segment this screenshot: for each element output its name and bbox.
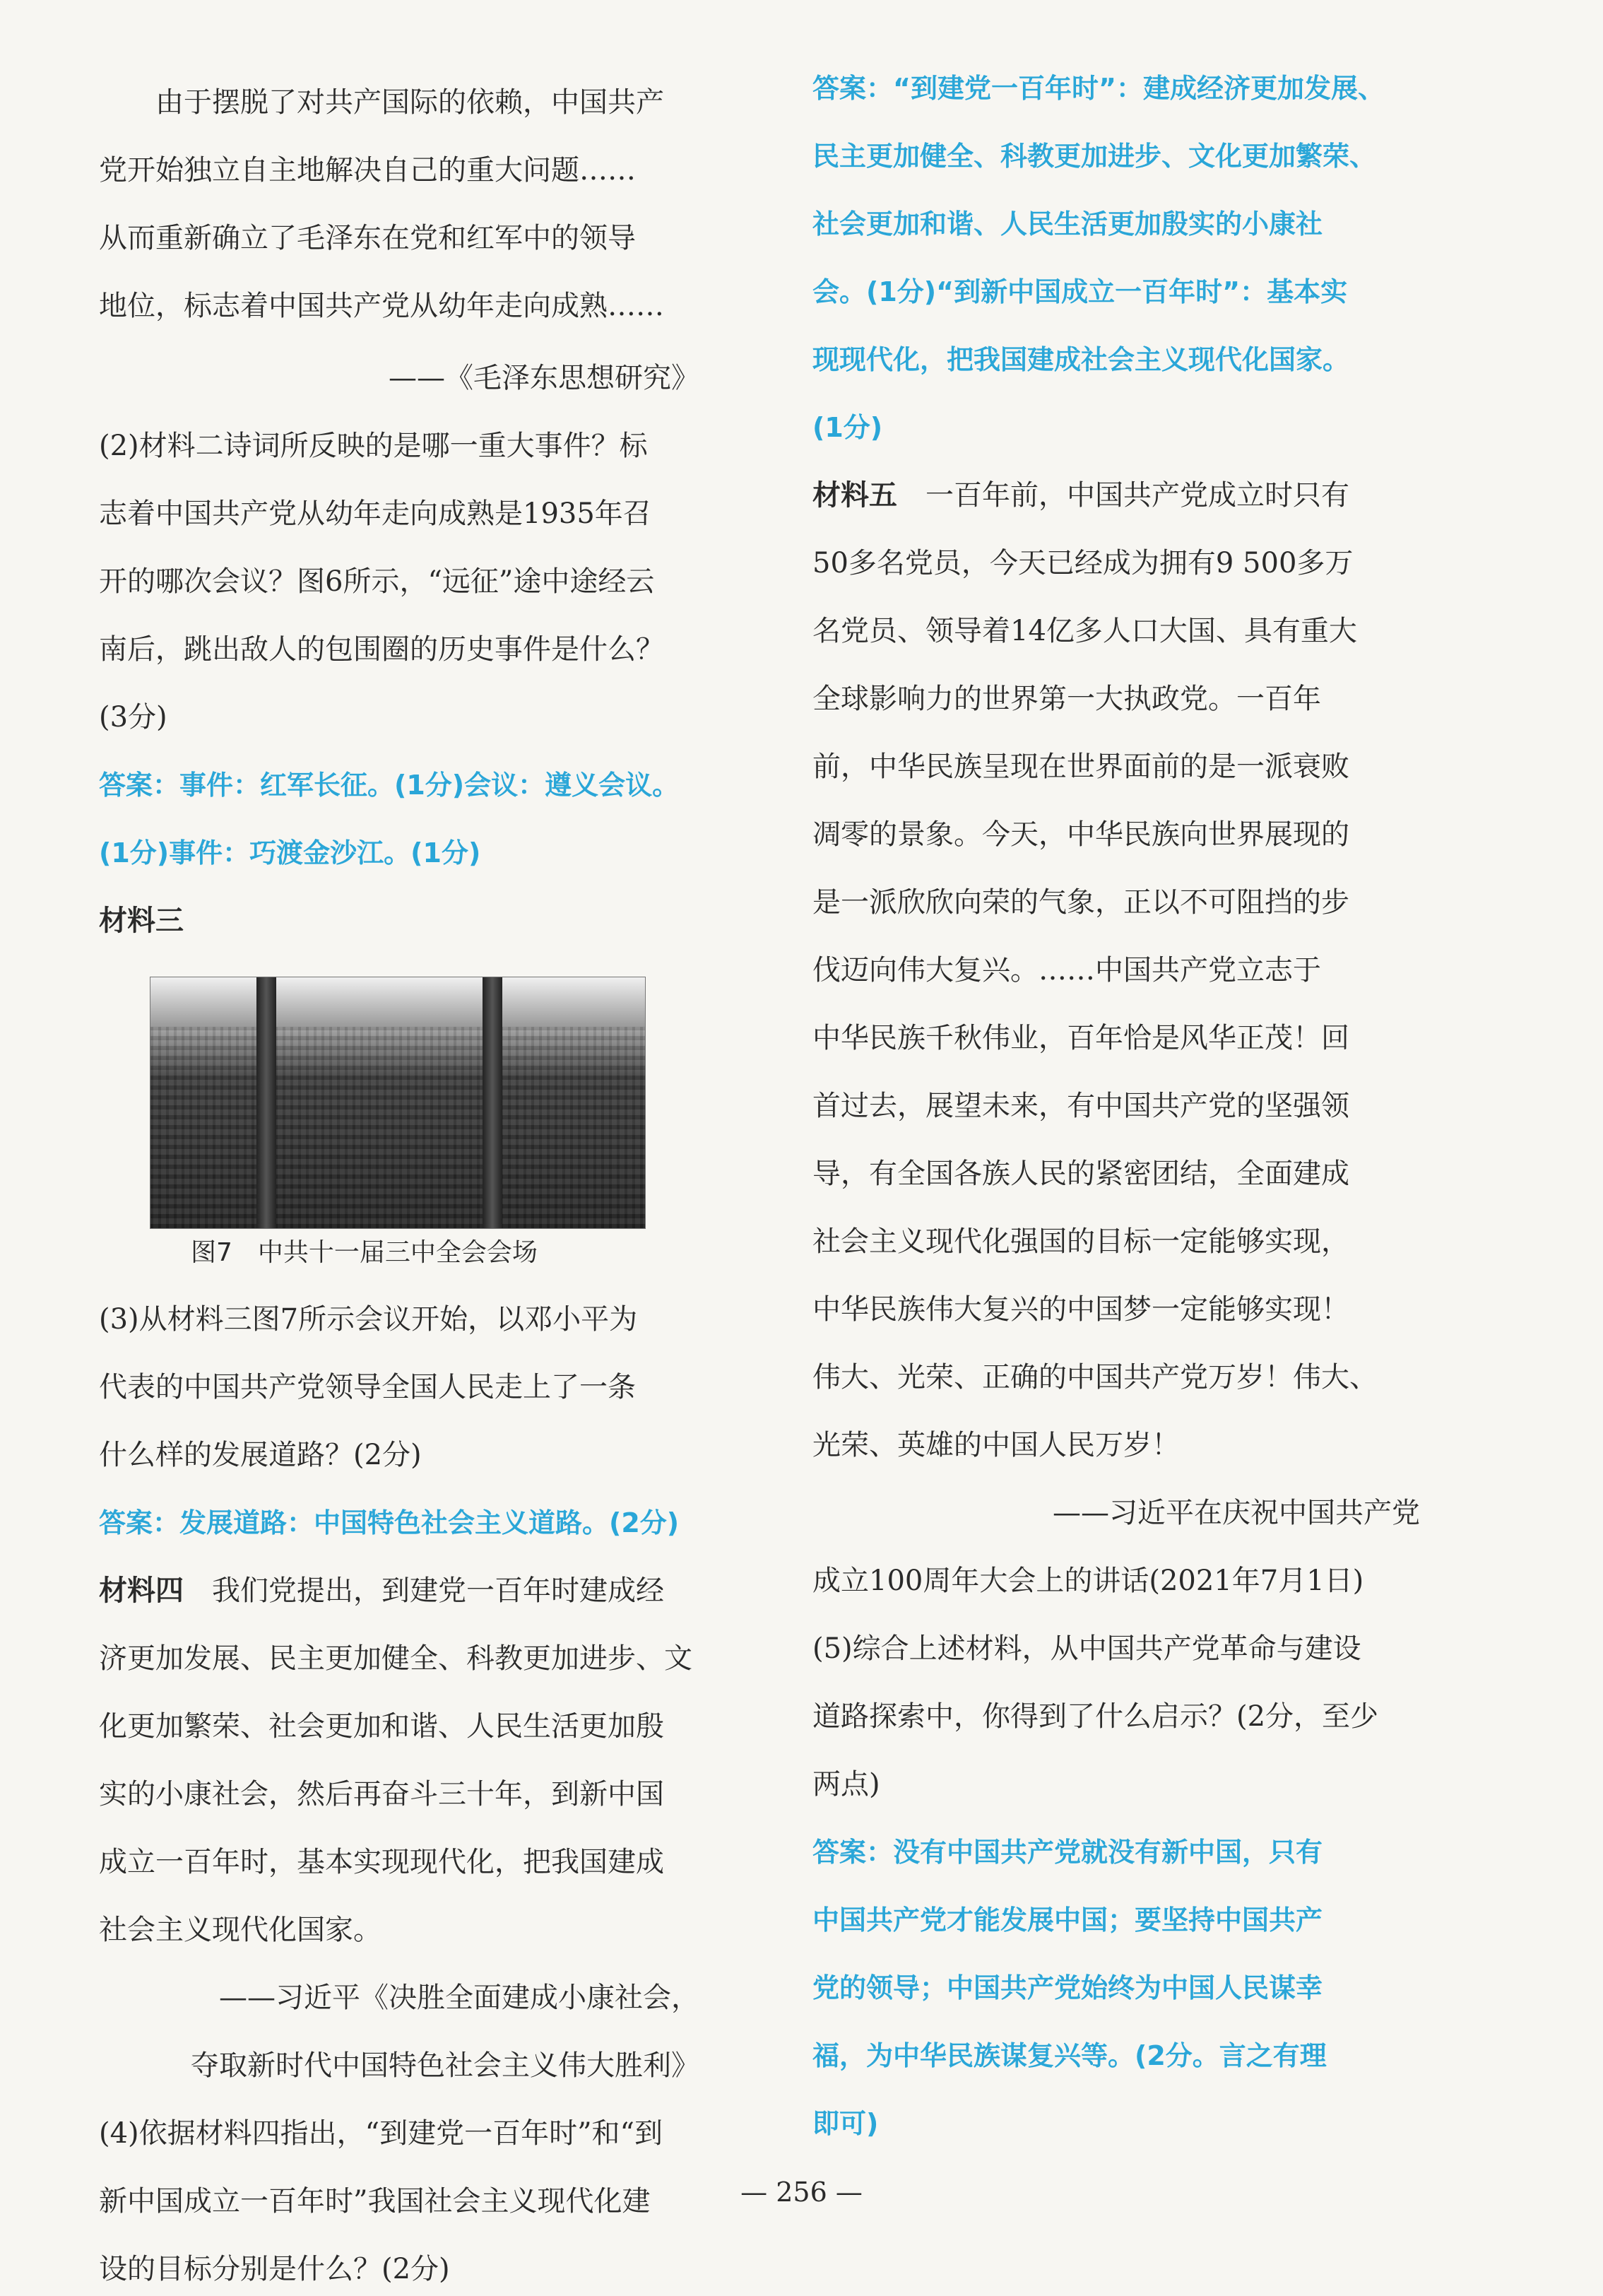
material-4-line: 成立一百年时，基本实现现代化，把我国建成 — [99, 1846, 664, 1878]
intro-line: 党开始独立自主地解决自己的重大问题…… — [99, 154, 636, 187]
material-5-line: 伟大、光荣、正确的中国共产党万岁！伟大、 — [812, 1361, 1378, 1394]
material-4-line: 我们党提出，到建党一百年时建成经 — [212, 1574, 664, 1607]
answer-4-line: (1分) — [812, 412, 883, 443]
material-4-source: 夺取新时代中国特色社会主义伟大胜利》 — [191, 2049, 699, 2082]
page-number: — 256 — — [740, 2177, 863, 2208]
material-5-line: 社会主义现代化强国的目标一定能够实现， — [812, 1225, 1349, 1258]
question-2-line: (3分) — [99, 701, 167, 734]
answer-4-line: 现现代化，把我国建成社会主义现代化国家。 — [812, 344, 1350, 375]
answer-2-line: (1分)事件：巧渡金沙江。(1分) — [99, 837, 481, 869]
intro-source: ——《毛泽东思想研究》 — [389, 362, 699, 394]
material-5-line: 伐迈向伟大复兴。……中国共产党立志于 — [812, 954, 1321, 987]
material-5-line: 是一派欣欣向荣的气象，正以不可阻挡的步 — [812, 886, 1349, 919]
material-5-line: 中华民族伟大复兴的中国梦一定能够实现！ — [812, 1293, 1349, 1326]
material-4-line: 济更加发展、民主更加健全、科教更加进步、文 — [99, 1642, 692, 1675]
intro-line: 从而重新确立了毛泽东在党和红军中的领导 — [99, 222, 636, 254]
answer-5-line: 福，为中华民族谋复兴等。(2分。言之有理 — [812, 2040, 1327, 2071]
intro-line: 地位，标志着中国共产党从幼年走向成熟…… — [99, 290, 664, 322]
intro-line: 由于摆脱了对共产国际的依赖，中国共产 — [155, 86, 664, 119]
meeting-hall-photo — [150, 977, 646, 1229]
material-5-line: 一百年前，中国共产党成立时只有 — [925, 479, 1349, 512]
question-4-line: 新中国成立一百年时”我国社会主义现代化建 — [99, 2185, 651, 2218]
material-5-line: 导，有全国各族人民的紧密团结，全面建成 — [812, 1158, 1349, 1190]
question-4-line: (4)依据材料四指出，“到建党一百年时”和“到 — [99, 2117, 663, 2150]
answer-2-line: 答案：事件：红军长征。(1分)会议：遵义会议。 — [99, 770, 680, 801]
answer-5-line: 答案：没有中国共产党就没有新中国，只有 — [812, 1837, 1323, 1868]
question-2-line: 南后，跳出敌人的包围圈的历史事件是什么？ — [99, 633, 664, 666]
material-4-line: 实的小康社会，然后再奋斗三十年，到新中国 — [99, 1778, 664, 1811]
answer-3: 答案：发展道路：中国特色社会主义道路。(2分) — [99, 1507, 680, 1538]
question-3-line: (3)从材料三图7所示会议开始，以邓小平为 — [99, 1303, 638, 1336]
question-3-line: 什么样的发展道路？(2分) — [99, 1439, 422, 1471]
figure-caption: 图7 中共十一届三中全会会场 — [191, 1238, 538, 1267]
answer-4-line: 民主更加健全、科教更加进步、文化更加繁荣、 — [812, 141, 1377, 172]
material-4-label: 材料四 — [99, 1574, 184, 1607]
question-5-line: 道路探索中，你得到了什么启示？(2分，至少 — [812, 1700, 1379, 1733]
answer-5-line: 中国共产党才能发展中国；要坚持中国共产 — [812, 1904, 1323, 1936]
material-5-line: 首过去，展望未来，有中国共产党的坚强领 — [812, 1090, 1349, 1122]
material-5-line: 50多名党员，今天已经成为拥有9 500多万 — [812, 547, 1354, 579]
material-5-line: 中华民族千秋伟业，百年恰是风华正茂！回 — [812, 1022, 1349, 1054]
material-5-line: 名党员、领导着14亿多人口大国、具有重大 — [812, 615, 1357, 647]
material-4-line: 化更加繁荣、社会更加和谐、人民生活更加殷 — [99, 1710, 664, 1743]
answer-5-line: 即可) — [812, 2108, 879, 2139]
question-2-line: 开的哪次会议？图6所示，“远征”途中途经云 — [99, 565, 655, 598]
material-5-line: 光荣、英雄的中国人民万岁！ — [812, 1429, 1180, 1461]
question-4-line: 设的目标分别是什么？(2分) — [99, 2253, 450, 2285]
question-2-line: (2)材料二诗词所反映的是哪一重大事件？标 — [99, 430, 648, 462]
question-2-line: 志着中国共产党从幼年走向成熟是1935年召 — [99, 498, 651, 530]
question-3-line: 代表的中国共产党领导全国人民走上了一条 — [99, 1371, 636, 1403]
answer-4-line: 答案：“到建党一百年时”：建成经济更加发展、 — [812, 73, 1385, 104]
material-5-line: 前，中华民族呈现在世界面前的是一派衰败 — [812, 750, 1349, 783]
answer-5-line: 党的领导；中国共产党始终为中国人民谋幸 — [812, 1972, 1323, 2003]
material-5-source: 成立100周年大会上的讲话(2021年7月1日) — [812, 1565, 1364, 1597]
answer-4-line: 会。(1分)“到新中国成立一百年时”：基本实 — [812, 276, 1348, 307]
question-5-line: 两点) — [812, 1768, 880, 1801]
material-5-line: 全球影响力的世界第一大执政党。一百年 — [812, 683, 1321, 715]
material-4-first-line — [99, 1573, 664, 1608]
material-3-label: 材料三 — [99, 905, 184, 937]
material-5-first-line — [812, 478, 1349, 513]
answer-4-line: 社会更加和谐、人民生活更加殷实的小康社 — [812, 208, 1323, 240]
material-5-source: ——习近平在庆祝中国共产党 — [1053, 1497, 1420, 1529]
material-5-line: 凋零的景象。今天，中华民族向世界展现的 — [812, 818, 1349, 851]
material-5-label: 材料五 — [812, 479, 897, 512]
question-5-line: (5)综合上述材料，从中国共产党革命与建设 — [812, 1632, 1361, 1665]
material-4-line: 社会主义现代化国家。 — [99, 1914, 381, 1946]
material-4-source: ——习近平《决胜全面建成小康社会， — [219, 1982, 699, 2014]
